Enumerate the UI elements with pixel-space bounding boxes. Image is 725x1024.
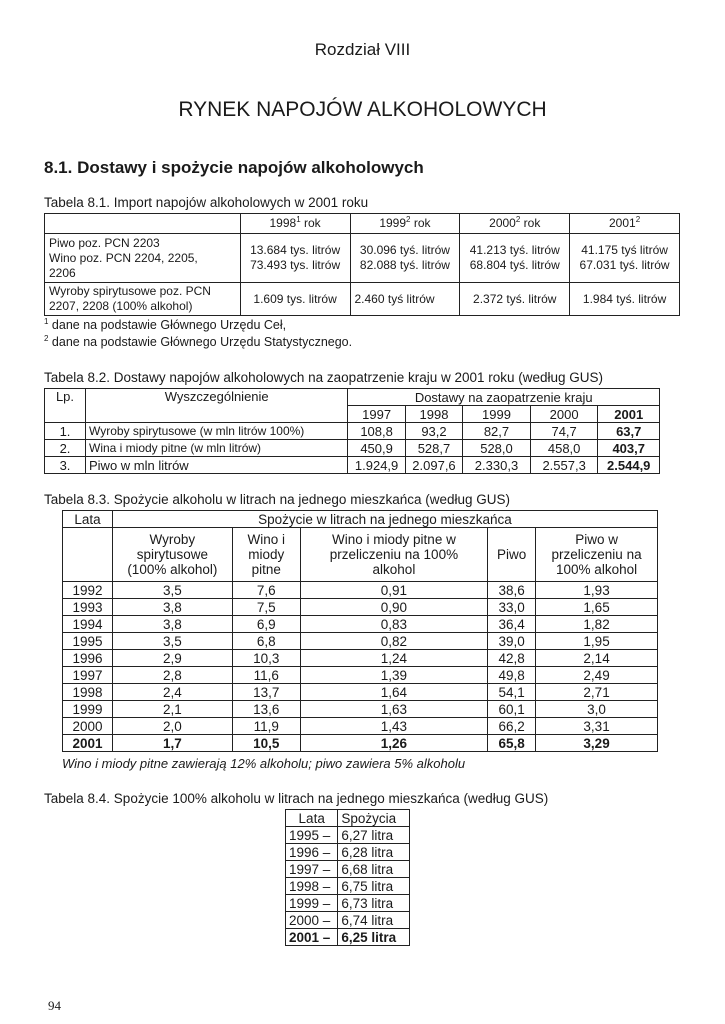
table-cell: 2,49 bbox=[536, 667, 658, 684]
table-row bbox=[63, 735, 658, 752]
table-header-desc: Wyszczególnienie bbox=[86, 389, 348, 423]
table-cell: 403,7 bbox=[598, 440, 660, 457]
table-cell: 93,2 bbox=[405, 423, 462, 440]
table-cell: 1,93 bbox=[536, 582, 658, 599]
table-cell: 1999 bbox=[63, 701, 113, 718]
table-row bbox=[286, 827, 410, 844]
table-row bbox=[63, 667, 658, 684]
table-header-val: Spożycia bbox=[338, 810, 410, 827]
table-cell: 3,8 bbox=[112, 616, 232, 633]
table-cell: 1995 bbox=[63, 633, 113, 650]
table-cell: 2.544,9 bbox=[598, 457, 660, 474]
table-cell: 6,25 litra bbox=[338, 929, 410, 946]
table-cell: 528,0 bbox=[463, 440, 531, 457]
table-cell: 74,7 bbox=[530, 423, 598, 440]
table-header-col: Wino i miody pitne w przeliczeniu na 100% alkohol bbox=[300, 528, 488, 582]
table-header-col: Wyroby spirytusowe (100% alkohol) bbox=[112, 528, 232, 582]
section-heading: 8.1. Dostawy i spożycie napojów alkoholowych bbox=[44, 158, 424, 177]
table-8-3 bbox=[62, 510, 658, 752]
table-header-year: 1999 bbox=[463, 406, 531, 423]
table-header-year: 2000$^2$ rok bbox=[460, 214, 570, 234]
table-cell: 1993 bbox=[63, 599, 113, 616]
table-cell: 2.372 tyś. litrów bbox=[460, 283, 570, 316]
table-cell: 1998 bbox=[63, 684, 113, 701]
table-cell: 1997 bbox=[63, 667, 113, 684]
table-cell: 1999 – bbox=[286, 895, 338, 912]
table-row bbox=[63, 616, 658, 633]
table-cell: Piwo w mln litrów bbox=[86, 457, 348, 474]
table-8-1-caption: Tabela 8.1. Import napojów alkoholowych w 2001 roku bbox=[44, 195, 369, 210]
table-cell: 1,82 bbox=[536, 616, 658, 633]
table-cell: 6,28 litra bbox=[338, 844, 410, 861]
table-row bbox=[63, 650, 658, 667]
footnote-2: $^2$ dane na podstawie Głównego Urzędu Statystycznego. bbox=[44, 333, 353, 349]
table-cell: 2,1 bbox=[112, 701, 232, 718]
page-number: 94 bbox=[48, 998, 61, 1013]
chapter-heading: Rozdział VIII bbox=[314, 40, 411, 59]
table-row bbox=[63, 599, 658, 616]
table-cell: 65,8 bbox=[488, 735, 536, 752]
table-header-year: 1998$^1$ rok bbox=[240, 214, 350, 234]
table-8-3-caption: Tabela 8.3. Spożycie alkoholu w litrach na jednego mieszkańca (według GUS) bbox=[44, 492, 511, 507]
table-cell: 3,8 bbox=[112, 599, 232, 616]
table-cell: 10,3 bbox=[232, 650, 300, 667]
table-cell: 1.609 tys. litrów bbox=[240, 283, 350, 316]
table-cell: 3,5 bbox=[112, 633, 232, 650]
table-row bbox=[63, 701, 658, 718]
table-cell: 2000 bbox=[63, 718, 113, 735]
table-header-col: Wino i miody pitne bbox=[232, 528, 300, 582]
table-cell: 458,0 bbox=[530, 440, 598, 457]
table-cell: 1.924,9 bbox=[348, 457, 405, 474]
table-header-group: Spożycie w litrach na jednego mieszkańca bbox=[112, 511, 657, 528]
table-cell: 6,8 bbox=[232, 633, 300, 650]
table-cell: 450,9 bbox=[348, 440, 405, 457]
table-cell: 2001 – bbox=[286, 929, 338, 946]
table-8-3-note: Wino i miody pitne zawierają 12% alkoholu; piwo zawiera 5% alkoholu bbox=[62, 756, 466, 771]
table-cell: 11,9 bbox=[232, 718, 300, 735]
table-cell: 6,9 bbox=[232, 616, 300, 633]
table-cell: 42,8 bbox=[488, 650, 536, 667]
table-header-year: 1998 bbox=[405, 406, 462, 423]
table-cell: 3,5 bbox=[112, 582, 232, 599]
table-cell: 2,14 bbox=[536, 650, 658, 667]
table-header-year: 1999$^2$ rok bbox=[350, 214, 460, 234]
table-header-col: Piwo w przeliczeniu na 100% alkohol bbox=[536, 528, 658, 582]
table-8-4-caption: Tabela 8.4. Spożycie 100% alkoholu w litrach na jednego mieszkańca (według GUS) bbox=[44, 791, 549, 806]
table-row bbox=[45, 423, 660, 440]
table-cell: 13,6 bbox=[232, 701, 300, 718]
table-cell: 49,8 bbox=[488, 667, 536, 684]
table-cell: 2.557,3 bbox=[530, 457, 598, 474]
table-cell: 7,6 bbox=[232, 582, 300, 599]
table-cell: 2.097,6 bbox=[405, 457, 462, 474]
table-cell: 2,4 bbox=[112, 684, 232, 701]
table-cell: 1997 – bbox=[286, 861, 338, 878]
table-row bbox=[286, 861, 410, 878]
table-row bbox=[286, 844, 410, 861]
table-cell: 13.684 tys. litrów 73.493 tys. litrów bbox=[240, 234, 350, 283]
table-cell: 108,8 bbox=[348, 423, 405, 440]
table-cell: 1,7 bbox=[112, 735, 232, 752]
table-cell: 1,43 bbox=[300, 718, 488, 735]
table-cell: Wyroby spirytusowe (w mln litrów 100%) bbox=[86, 423, 348, 440]
table-header-lata: Lata bbox=[286, 810, 338, 827]
table-row bbox=[286, 895, 410, 912]
table-header-year: 2000 bbox=[530, 406, 598, 423]
table-cell: 1.984 tyś. litrów bbox=[570, 283, 680, 316]
table-header-lata: Lata bbox=[63, 511, 113, 528]
table-row bbox=[286, 878, 410, 895]
table-cell: 13,7 bbox=[232, 684, 300, 701]
table-8-2-caption: Tabela 8.2. Dostawy napojów alkoholowych na zaopatrzenie kraju w 2001 roku (według GUS) bbox=[44, 370, 604, 385]
table-cell: 54,1 bbox=[488, 684, 536, 701]
table-cell: 0,82 bbox=[300, 633, 488, 650]
table-cell: 1,26 bbox=[300, 735, 488, 752]
table-cell: 41.175 tyś litrów 67.031 tyś. litrów bbox=[570, 234, 680, 283]
table-row bbox=[63, 718, 658, 735]
table-cell: 2.330,3 bbox=[463, 457, 531, 474]
table-row bbox=[63, 582, 658, 599]
table-header-year: 1997 bbox=[348, 406, 405, 423]
table-cell: 0,83 bbox=[300, 616, 488, 633]
table-cell: 1,24 bbox=[300, 650, 488, 667]
table-cell: 2. bbox=[45, 440, 86, 457]
table-cell: 2,8 bbox=[112, 667, 232, 684]
table-8-1 bbox=[44, 213, 680, 316]
table-header-group: Dostawy na zaopatrzenie kraju bbox=[348, 389, 660, 406]
table-cell: 1,39 bbox=[300, 667, 488, 684]
table-cell: 0,90 bbox=[300, 599, 488, 616]
table-cell: 33,0 bbox=[488, 599, 536, 616]
table-cell: 3. bbox=[45, 457, 86, 474]
table-cell: 3,29 bbox=[536, 735, 658, 752]
table-header-year: 2001$^2$ bbox=[570, 214, 680, 234]
table-cell: 6,73 litra bbox=[338, 895, 410, 912]
table-cell: 1,95 bbox=[536, 633, 658, 650]
table-row bbox=[63, 684, 658, 701]
table-cell: 528,7 bbox=[405, 440, 462, 457]
table-cell: Wina i miody pitne (w mln litrów) bbox=[86, 440, 348, 457]
page-title: RYNEK NAPOJÓW ALKOHOLOWYCH bbox=[178, 98, 547, 121]
table-cell: 41.213 tyś. litrów 68.804 tyś. litrów bbox=[460, 234, 570, 283]
table-cell: 10,5 bbox=[232, 735, 300, 752]
table-row bbox=[286, 912, 410, 929]
table-header-empty bbox=[63, 528, 113, 582]
table-cell: 1. bbox=[45, 423, 86, 440]
table-cell: 3,0 bbox=[536, 701, 658, 718]
table-row-label: Piwo poz. PCN 2203 Wino poz. PCN 2204, 2205, 2206 bbox=[45, 234, 241, 283]
table-cell: 2000 – bbox=[286, 912, 338, 929]
table-cell: 6,68 litra bbox=[338, 861, 410, 878]
table-cell: 30.096 tyś. litrów 82.088 tyś. litrów bbox=[350, 234, 460, 283]
table-cell: 1,64 bbox=[300, 684, 488, 701]
table-8-4 bbox=[285, 809, 410, 946]
table-cell: 2,71 bbox=[536, 684, 658, 701]
table-cell: 1,65 bbox=[536, 599, 658, 616]
table-8-2 bbox=[44, 388, 660, 474]
table-cell: 6,74 litra bbox=[338, 912, 410, 929]
table-cell: 1,63 bbox=[300, 701, 488, 718]
table-cell: 1994 bbox=[63, 616, 113, 633]
table-row bbox=[63, 633, 658, 650]
table-row bbox=[286, 929, 410, 946]
table-cell: 1996 bbox=[63, 650, 113, 667]
table-cell: 1992 bbox=[63, 582, 113, 599]
table-cell: 60,1 bbox=[488, 701, 536, 718]
table-cell: 36,4 bbox=[488, 616, 536, 633]
table-cell: 6,75 litra bbox=[338, 878, 410, 895]
table-cell: 2,0 bbox=[112, 718, 232, 735]
table-cell: 63,7 bbox=[598, 423, 660, 440]
table-header-empty bbox=[45, 214, 241, 234]
table-cell: 1995 – bbox=[286, 827, 338, 844]
table-header-lp: Lp. bbox=[45, 389, 86, 423]
table-cell: 66,2 bbox=[488, 718, 536, 735]
table-row bbox=[45, 440, 660, 457]
table-cell: 1996 – bbox=[286, 844, 338, 861]
table-cell: 39,0 bbox=[488, 633, 536, 650]
table-cell: 2,9 bbox=[112, 650, 232, 667]
table-cell: 3,31 bbox=[536, 718, 658, 735]
footnote-1: $^1$ dane na podstawie Głównego Urzędu Ceł, bbox=[44, 316, 287, 332]
table-cell: 11,6 bbox=[232, 667, 300, 684]
table-row bbox=[45, 457, 660, 474]
table-cell: 1998 – bbox=[286, 878, 338, 895]
table-row-label: Wyroby spirytusowe poz. PCN 2207, 2208 (100% alkohol) bbox=[45, 283, 241, 316]
table-cell: 7,5 bbox=[232, 599, 300, 616]
table-cell: 82,7 bbox=[463, 423, 531, 440]
table-cell: 38,6 bbox=[488, 582, 536, 599]
table-cell: 0,91 bbox=[300, 582, 488, 599]
table-cell: 6,27 litra bbox=[338, 827, 410, 844]
table-cell: 2001 bbox=[63, 735, 113, 752]
table-header-year: 2001 bbox=[598, 406, 660, 423]
table-cell: 2.460 tyś litrów bbox=[350, 283, 460, 316]
table-header-col: Piwo bbox=[488, 528, 536, 582]
